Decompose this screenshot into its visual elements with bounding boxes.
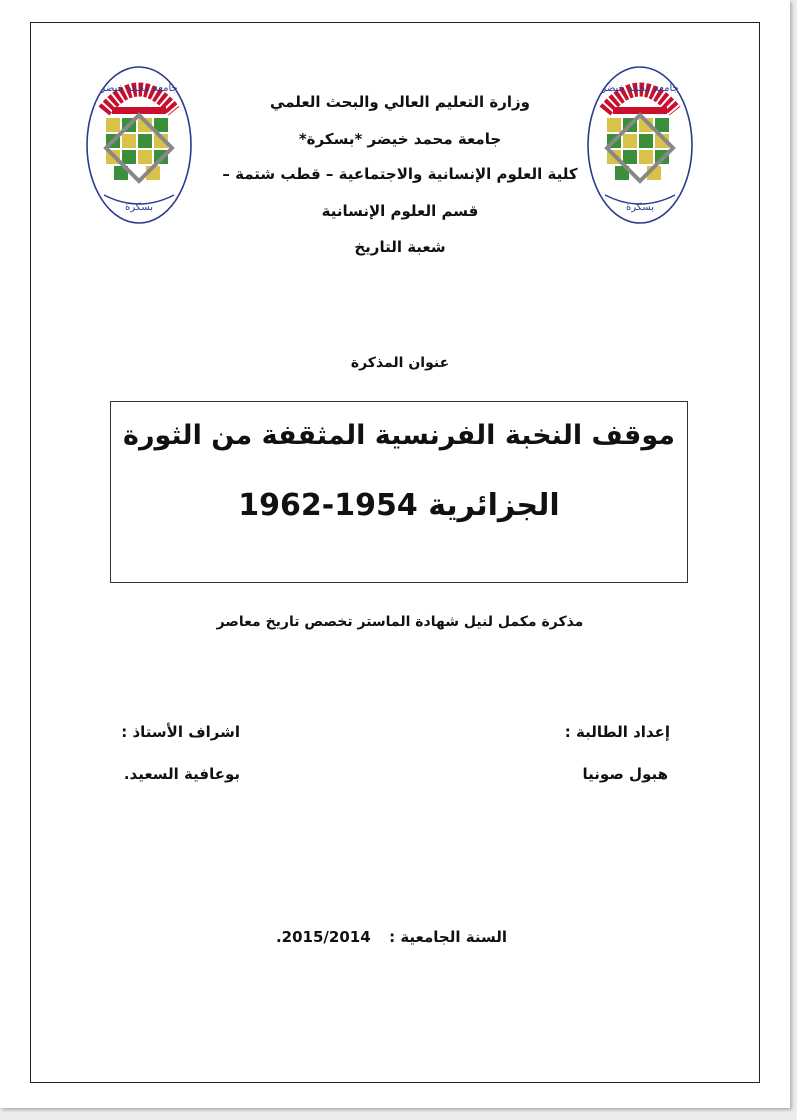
supervisor-name: بوعافية السعيد. [123, 765, 240, 783]
memo-title-line2: الجزائرية 1954-1962 [238, 488, 560, 523]
university-logo-left [84, 63, 194, 228]
academic-year [276, 928, 507, 946]
department-line: قسم العلوم الإنسانية [321, 202, 479, 220]
supervisor-label: اشراف الأستاذ : [121, 723, 240, 741]
university-line: جامعة محمد خيضر *بسكرة* [298, 130, 502, 148]
degree-line: مذكرة مكمل لنيل شهادة الماستر تخصص تاريخ معاصر [216, 614, 584, 630]
memo-title-line1: موقف النخبة الفرنسية المثقفة من الثورة [123, 420, 675, 451]
faculty-line: كلية العلوم الإنسانية والاجتماعية – قطب شتمة – [222, 165, 578, 183]
title-box [110, 401, 688, 583]
logo-bottom-text: بسكرة [125, 202, 153, 213]
academic-year-label: السنة الجامعية : [389, 928, 507, 946]
logo-top-text: جامعة محمد خيضر [601, 83, 679, 94]
logo-bottom-text: بسكرة [626, 202, 654, 213]
academic-year-value: 2015/2014. [275, 928, 371, 946]
memo-title-label: عنوان المذكرة [350, 355, 450, 371]
ministry-line: وزارة التعليم العالي والبحث العلمي [269, 93, 531, 111]
university-logo-right [585, 63, 695, 228]
student-label: إعداد الطالبة : [564, 723, 670, 741]
logo-top-text: جامعة محمد خيضر [100, 83, 178, 94]
student-name: هبول صونيا [582, 765, 668, 783]
branch-line: شعبة التاريخ [354, 238, 446, 256]
